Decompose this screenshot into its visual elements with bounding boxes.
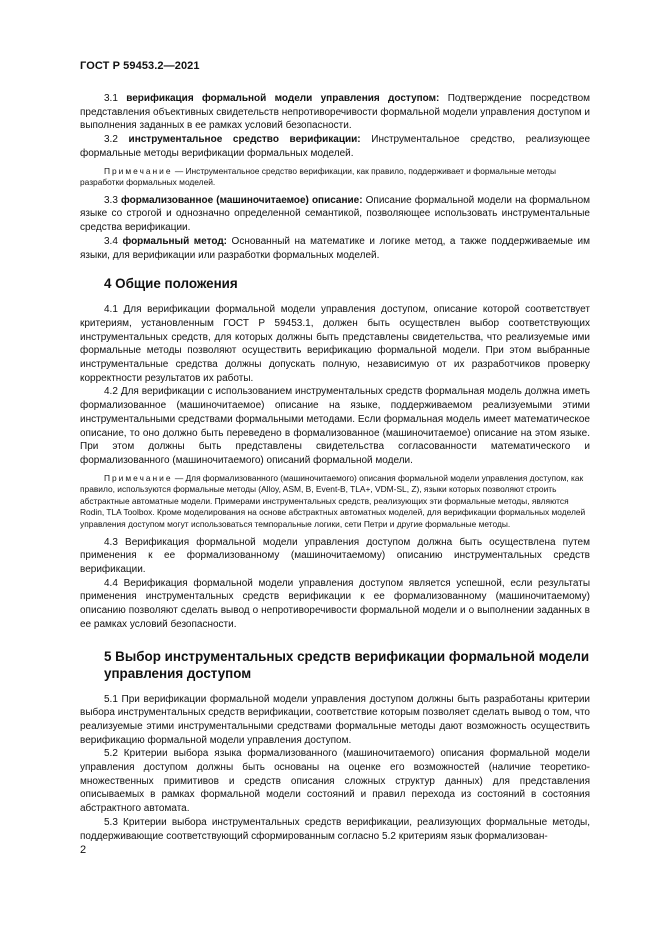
- term-3-3: 3.3 формализованное (машиночитаемое) описание: Описание формальной модели на формальном языке со строгой и однозначно определенной семантикой, позволяющее использовать инструментальные средства верификации.: [80, 194, 591, 234]
- section-4-heading: 4 Общие положения: [104, 276, 238, 292]
- term-3-4: 3.4 формальный метод: Основанный на математике и логике метод, а также поддерживаемые им языки, для верификации или разработки формальных моделей.: [80, 235, 590, 261]
- paragraph-4-2: 4.2 Для верификации с использованием инструментальных средств формальная модель должна иметь формализованное (машиночитаемое) описание на языке, поддерживаемом реализуемыми этими инструментальными средствами формальными методами. Если формальная модель имеет математическое описание, то оно должно быть переведено в формализованное (машиночитаемое) описание на этом языке. При этом должны быть представлены свидетельства согласованности математического и формализованного (машиночитаемого) описаний формальной модели.: [80, 386, 590, 466]
- section-5-heading: 5 Выбор инструментальных средств верификации формальной модели управления доступом: [104, 648, 590, 681]
- note-3-2: Примечание — Инструментальное средство верификации, как правило, поддерживает и формальные методы разработки формальных моделей.: [80, 165, 557, 188]
- term-definition: Подтверждение посредством представления объективных свидетельств непротиворечивости формальной модели управления доступом и выполнения заданных в ее рамках условий безопасности.: [80, 93, 591, 132]
- term-title: инструментальное средство верификации:: [128, 134, 361, 146]
- term-3-1: 3.1 верификация формальной модели управления доступом: Подтверждение посредством представления объективных свидетельств непротиворечивости формальной модели управления доступом и выполнения заданных в ее рамках условий безопасности.: [80, 93, 591, 132]
- term-definition: Основанный на математике и логике метод, а также поддерживаемые им языки, для верификации или разработки формальных моделей.: [80, 235, 590, 261]
- term-3-2: 3.2 инструментальное средство верификации: Инструментальное средство, реализующее формальные методы верификации формальных моделей.: [80, 134, 591, 159]
- paragraph-4-4: 4.4 Верификация формальной модели управления доступом является успешной, если результаты применения инструментальных средств верификации к ее формализованному (машиночитаемому) описанию позволяют сделать вывод о непротиворечивости формальной модели и о выполнении заданных в ее рамках условий безопасности.: [80, 577, 590, 630]
- term-definition: Инструментальное средство, реализующее формальные методы верификации формальных моделей.: [80, 134, 591, 159]
- note-label: Примечание: [104, 472, 173, 483]
- paragraph-4-3: 4.3 Верификация формальной модели управления доступом должна быть осуществлена путем применения к ее формализованному (машиночитаемому) описанию инструментальных средств верификации.: [80, 536, 590, 576]
- term-title: формальный метод:: [122, 235, 227, 247]
- note-4-2: Примечание — Для формализованного (машиночитаемого) описания формальной модели управления доступом, как правило, используются формальные методы (Alloy, ASM, B, Event-B, TLA+, VDM-SL, Z), языки которых позволяют строить абстрактные автоматные модели. Примерами инструментальных средств, реализующих эти формальные методы, являются Rodin, TLA Toolbox. Кроме моделирования на основе абстрактных автоматных моделей, для верификации формальных моделей управления доступом могут использоваться темпоральные логики, сети Петри и другие формальные методы.: [80, 472, 586, 530]
- term-definition: Описание формальной модели на формальном языке со строгой и однозначно определенной семантикой, позволяющее использовать инструментальные средства верификации.: [80, 194, 591, 234]
- document-header: ГОСТ Р 59453.2—2021: [80, 60, 200, 72]
- page-content: [80, 92, 590, 843]
- paragraph-4-1: 4.1 Для верификации формальной модели управления доступом, описание которой соответствует критериям, установленным ГОСТ Р 59453.1, должен быть осуществлен выбор соответствующих инструментальных средств, для которых должны быть представлены свидетельства, что реализуемые ими формальные методы позволяют осуществить верификацию формальной модели. При этом выбранные инструментальные средства должны допускать полную, независимую от их разработчиков проверку корректности результатов их работы.: [80, 304, 590, 384]
- page-number: 2: [80, 844, 87, 856]
- term-title: формализованное (машиночитаемое) описание:: [120, 194, 363, 206]
- paragraph-5-3: 5.3 Критерии выбора инструментальных средств верификации, реализующих формальные методы, поддерживающие соответствующий сформированным согласно 5.2 критериям язык формализован-: [80, 816, 590, 842]
- paragraph-5-1: 5.1 При верификации формальной модели управления доступом должны быть разработаны критерии выбора инструментальных средств верификации, соответствие которым позволяет сделать вывод о том, что реализуемые этими инструментальными средствами формальные методы дают возможность осуществить верификацию формальной модели управления доступом.: [80, 693, 590, 746]
- paragraph-5-2: 5.2 Критерии выбора языка формализованного (машиночитаемого) описания формальной модели управления доступом должны быть основаны на оценке его возможностей (наличие теоретико-множественных примитивов и средств описания сложных структур данных) для представления описываемых в рамках формальной модели состояний и правил перехода из состояний в состояния абстрактного автомата.: [80, 748, 590, 815]
- term-title: верификация формальной модели управления доступом:: [126, 93, 440, 104]
- note-label: Примечание: [104, 165, 173, 176]
